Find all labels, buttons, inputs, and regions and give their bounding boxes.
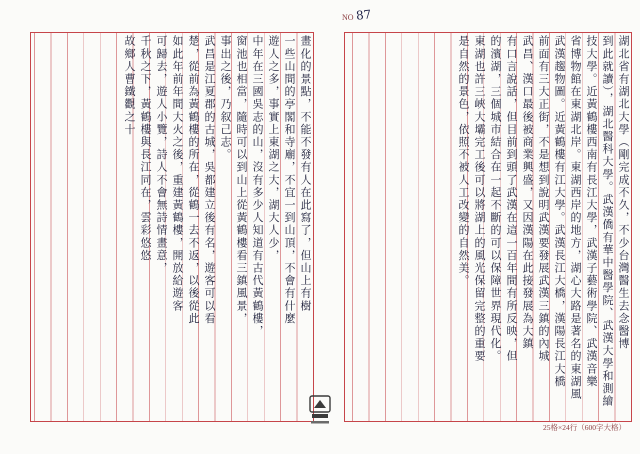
left-page-text-column: 武昌是江夏郡的古城，吳都建立後有名，遊客可以看 bbox=[203, 35, 216, 325]
right-manuscript-page bbox=[344, 32, 632, 422]
publisher-seal-logo bbox=[300, 392, 340, 432]
right-page-text-column: 有口言說話，但目前到頭了武漢在這一百年間有所反映，但 bbox=[505, 35, 518, 363]
right-page-text-column: 武漢趨物圖。近黃鶴樓有江大學。武漢長江大橋，漢陽長江大橋 bbox=[553, 35, 566, 388]
right-page-text-column: 東湖也許三峽大壩完工後可以將湖上的風光保留完整的重要 bbox=[473, 35, 486, 363]
left-page-text-column: 事出之後，乃叙己志。 bbox=[219, 35, 232, 161]
paper-format-label: 25格×24行（600字大格） bbox=[543, 423, 626, 432]
left-page-text-column: 窗池也相當，隨時可以到山上從黃鶴樓看三鎮風景， bbox=[235, 35, 248, 325]
left-page-text-column: 可歸去，遊人小覽，詩人不會無詩情畫意， bbox=[155, 35, 168, 275]
left-page-text-column: 楚，從前為黃鶴樓的所在，從鶴一去不返，以後從此 bbox=[187, 35, 200, 325]
right-page-text-column: 湖北省有湖北大學（剛完成不久，不少台灣醫生去念醫博 bbox=[617, 35, 630, 350]
right-page-text-column: 到此就讀），湖北醫科大學。武漢僑有華中醫學院、武漢大學和測繪 bbox=[601, 35, 614, 408]
right-page-text-column: 武昌、漢口最後被商業興盛，又因漢陽在此接發展為大鎮 bbox=[521, 35, 534, 350]
right-page-text-column: 是自然的景色，依照不被人工改變的自然美。 bbox=[457, 35, 470, 287]
left-page-text-column: 千秋之下，黃鶴樓與長江同在，雲彩悠悠 bbox=[139, 35, 152, 262]
page-number: 87 bbox=[355, 7, 372, 23]
left-page-text-column: 畫化的景點，不能不發有人在此寫了，但山上有樹 bbox=[299, 35, 312, 313]
left-page-text-column: 遊人之多，事實上東湖之大，湖大人少， bbox=[267, 35, 280, 262]
right-page-text-column: 的濱湖，三個城市結合在一起不斷的可以保障世界現代化。 bbox=[489, 35, 502, 363]
right-page-text-column: 技大學。近黃鶴樓西南有長江大學，武漢子藝術學院、武漢音樂 bbox=[585, 35, 598, 388]
right-page-text-column: 省博物館在東湖北岸。東湖西岸的地方，湖心大路是著名的東湖風 bbox=[569, 35, 582, 401]
left-page-text-column: 中年在三國吳志的山，沒有多少人知道有古代黃鶴樓， bbox=[251, 35, 264, 338]
page-number-label: NO bbox=[342, 13, 354, 22]
left-manuscript-page bbox=[30, 32, 314, 422]
left-page-text-column: 一些山間的亭閣和寺廟，不宜一到山頂，不會有什麼 bbox=[283, 35, 296, 325]
right-page-text-column: 前面有三大正街，不是想到說明武漢要發展武漢三鎮的內城 bbox=[537, 35, 550, 363]
left-page-text-column: 故鄉人曹鐵觀之十 bbox=[123, 35, 136, 136]
left-page-text-column: 如此年前年間大火之後，重建黃鶴樓，開放給遊客 bbox=[171, 35, 184, 313]
